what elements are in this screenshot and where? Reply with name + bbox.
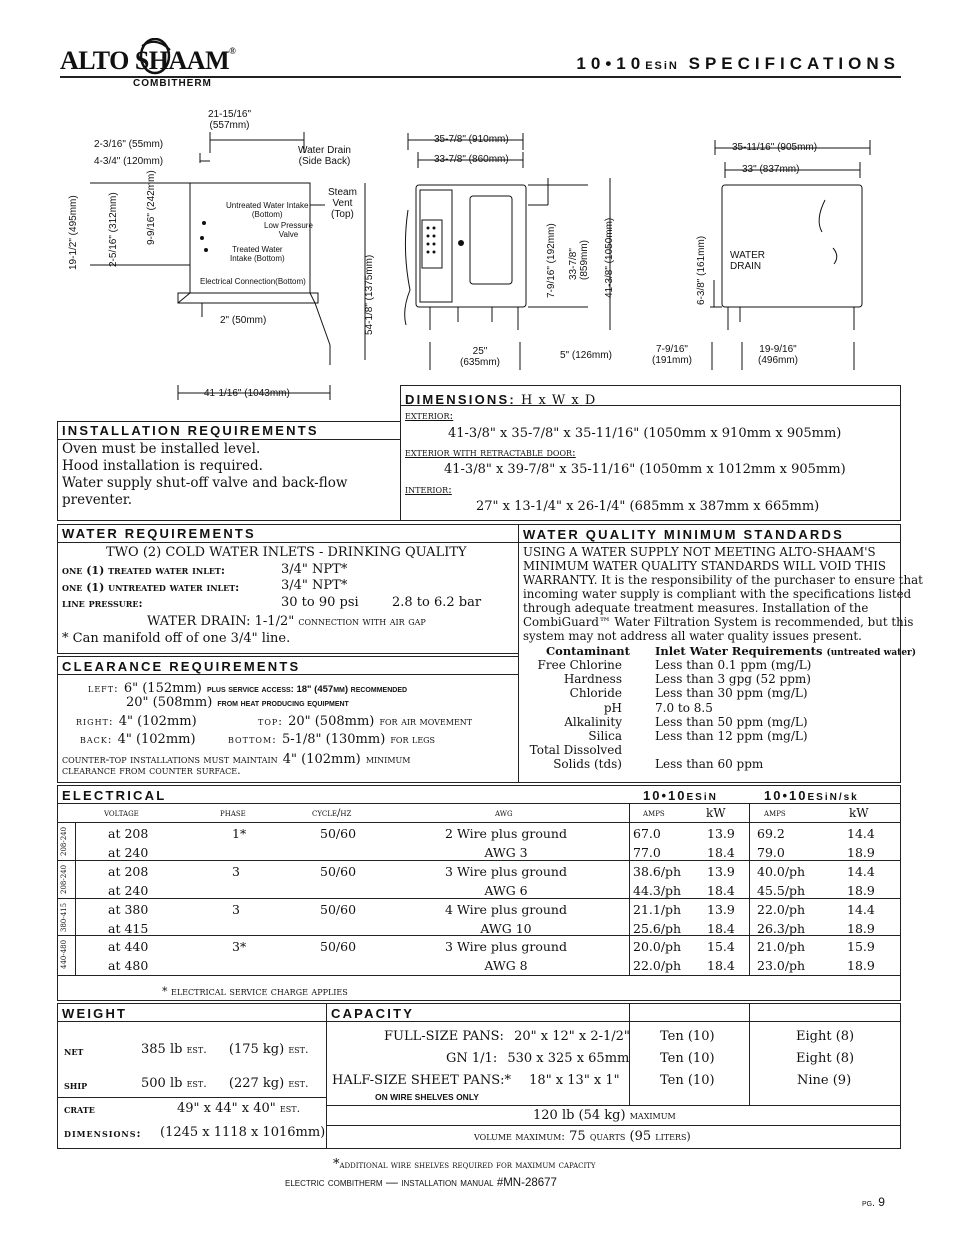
clearance-top-value: 20" (508mm) <box>288 714 375 729</box>
water-r1-value: 3/4" NPT* <box>281 562 348 577</box>
clearance-right-value: 4" (102mm) <box>118 714 197 729</box>
quality-requirement: Less than 50 ppm (mg/L) <box>655 714 808 729</box>
weight-net-lb: 385 lb <box>141 1042 183 1057</box>
quality-line: CombiGuard™ Water Filtration System is recommended, but this <box>523 615 914 629</box>
weight-ship-value <box>141 1076 308 1091</box>
side-depth: 41-1/16" (1043mm) <box>204 388 290 399</box>
capacity-r2-a: Ten (10) <box>660 1051 715 1066</box>
cell-amps-sk: 21.0/ph <box>757 939 806 954</box>
capacity-r1-a: Ten (10) <box>660 1029 715 1044</box>
water-r3-value: 30 to 90 psi <box>281 595 359 610</box>
capacity-r3-label: HALF-SIZE SHEET PANS:* <box>332 1073 512 1088</box>
weight-ship-kg: (227 kg) <box>228 1076 285 1091</box>
cell-amps: 77.0 <box>633 844 661 860</box>
capacity-divider <box>749 1003 750 1105</box>
front-w2: 33-7/8" (860mm) <box>434 154 509 165</box>
water-sub: TWO (2) COLD WATER INLETS - DRINKING QUALITY <box>106 545 467 560</box>
col-phase: phase <box>220 808 246 819</box>
capacity-r3-note: ON WIRE SHELVES ONLY <box>375 1092 479 1102</box>
page-number-label: pg. <box>862 1198 875 1209</box>
clearance-left2-value: 20" (508mm) <box>126 695 213 710</box>
ext-label: exterior: <box>405 409 454 422</box>
quality-line: incoming water supply is compliant with the specifications listed <box>523 587 912 601</box>
cell-amps: 44.3/ph <box>633 882 682 898</box>
cell-amps: 38.6/ph <box>633 864 682 879</box>
cell-awg: AWG 10 <box>480 920 532 936</box>
cell-amps: 22.0/ph <box>633 957 682 973</box>
quality-contaminant: Solids (tds) <box>553 757 622 772</box>
voltage-group-tag: 440-480 <box>60 939 68 969</box>
electrical-note-text: * electrical service charge applies <box>162 985 348 998</box>
electrical-heading: ELECTRICAL <box>62 788 167 803</box>
voltage-group-tag: 380-415 <box>60 902 68 932</box>
electrical-model1-num: 10•10 <box>643 788 687 803</box>
capacity-r3-b: Nine (9) <box>797 1073 852 1088</box>
cell-amps-sk: 40.0/ph <box>757 864 806 879</box>
electrical-model2-suffix: ESiN/sk <box>807 792 859 803</box>
cell-awg: 3 Wire plus ground <box>445 939 567 954</box>
quality-requirement: Less than 12 ppm (mg/L) <box>655 729 808 744</box>
rear-b1: 7-9/16" (191mm) <box>652 344 693 366</box>
capacity-rule <box>326 1105 901 1106</box>
cell-voltage: at 240 <box>108 882 149 898</box>
cell-voltage: at 415 <box>108 920 149 936</box>
page-number <box>862 1195 885 1209</box>
cell-awg: AWG 3 <box>484 844 528 860</box>
capacity-heading: CAPACITY <box>331 1006 415 1021</box>
clearance-back-label: back: <box>80 733 113 746</box>
rear-w2: 33" (837mm) <box>742 164 800 175</box>
capacity-r3-size: 18" x 13" x 1" <box>529 1073 620 1088</box>
cell-voltage: at 208 <box>108 826 149 841</box>
water-r1-label: one (1) treated water inlet: <box>62 564 225 577</box>
water-drain <box>147 614 426 629</box>
weight-dims-value: (1245 x 1118 x 1016mm) <box>160 1125 326 1140</box>
cell-kw-sk: 14.4 <box>847 864 875 879</box>
title-model: 10•10 <box>576 54 646 73</box>
clearance-rule <box>57 674 519 675</box>
front-v1: 7-9/16" (192mm) <box>546 223 557 298</box>
weight-ship-label: ship <box>64 1079 88 1092</box>
brand-name <box>60 46 235 76</box>
installation-line: preventer. <box>62 492 133 508</box>
quality-requirements <box>655 658 811 772</box>
electrical-note <box>162 980 348 999</box>
side-h2: 2-5/16" (312mm) <box>108 192 119 267</box>
cell-amps-sk: 26.3/ph <box>757 920 806 936</box>
quality-contaminant: Alkalinity <box>564 714 622 729</box>
capacity-r1-size: 20" x 12" x 2-1/2" <box>514 1029 630 1044</box>
clearance-bottom-note: for legs <box>390 733 436 746</box>
electrical-tag-divider <box>75 822 76 975</box>
title-suffix: ESiN <box>645 60 679 72</box>
side-lp: Low Pressure Valve <box>264 221 313 239</box>
capacity-rule <box>326 1125 901 1126</box>
quality-col1: Contaminant <box>546 644 630 658</box>
col-amps: amps <box>643 808 665 819</box>
dimensions-heading <box>405 389 596 408</box>
water-r3-value2: 2.8 to 6.2 bar <box>392 595 482 610</box>
installation-lines <box>62 441 347 509</box>
installation-heading: INSTALLATION REQUIREMENTS <box>62 423 319 438</box>
capacity-vol-liters: liters) <box>655 1130 691 1143</box>
cell-amps-sk: 69.2 <box>757 826 785 841</box>
footer-manual-text: electric combitherm — installation manual <box>285 1175 494 1189</box>
water-note: * Can manifold off of one 3/4" line. <box>62 631 291 646</box>
cell-awg: 4 Wire plus ground <box>445 902 567 917</box>
capacity-vol-liters-value: (95 <box>629 1129 652 1144</box>
weight-net-est2: est. <box>288 1043 309 1056</box>
electrical-rule <box>57 803 901 804</box>
weight-ship-est2: est. <box>288 1077 309 1090</box>
quality-line: WARRANTY. It is the responsibility of the purchaser to ensure that <box>523 573 923 587</box>
col-kw: kW <box>706 806 726 820</box>
clearance-counter-value: 4" (102mm) <box>282 752 361 767</box>
water-drain-note: connection with air gap <box>298 615 426 628</box>
weight-crate-label: crate <box>64 1103 95 1116</box>
electrical-divider <box>629 803 630 976</box>
electrical-group-rule <box>57 975 901 976</box>
side-h1: 19-1/2" (495mm) <box>68 195 79 270</box>
capacity-r2-size: 530 x 325 x 65mm <box>507 1051 630 1066</box>
ext-value: 41-3/8" x 35-7/8" x 35-11/16" (1050mm x 910mm x 905mm) <box>448 426 842 441</box>
clearance-right <box>76 710 197 729</box>
brand-name-text: ALTO SHAAM <box>60 46 230 75</box>
cell-amps: 67.0 <box>633 826 661 841</box>
side-steam: Steam Vent (Top) <box>328 187 357 220</box>
rear-w1: 35-11/16" (905mm) <box>732 142 818 153</box>
col-kw2: kW <box>849 806 869 820</box>
cell-cycle: 50/60 <box>320 864 357 879</box>
quality-line: through adequate treatment measures. Installation of the <box>523 601 869 615</box>
clearance-top-note: for air movement <box>379 715 473 728</box>
installation-line: Water supply shut-off valve and back-flow <box>62 475 348 491</box>
capacity-max-value: 120 lb (54 kg) <box>533 1108 626 1123</box>
cell-cycle: 50/60 <box>320 826 357 841</box>
weight-net-value <box>141 1042 308 1057</box>
side-tw: Treated Water Intake (Bottom) <box>230 245 285 263</box>
weight-ship-lb: 500 lb <box>141 1076 183 1091</box>
cell-kw-sk: 18.9 <box>847 844 875 860</box>
installation-rule <box>57 439 401 440</box>
side-ui: Untreated Water Intake (Bottom) <box>226 201 309 219</box>
cell-voltage: at 480 <box>108 957 149 973</box>
quality-requirement: Less than 60 ppm <box>655 757 764 772</box>
col-voltage: voltage <box>104 808 139 819</box>
cell-awg: 2 Wire plus ground <box>445 826 567 841</box>
front-w1: 35-7/8" (910mm) <box>434 134 509 145</box>
cell-voltage: at 208 <box>108 864 149 879</box>
capacity-r2-label: GN 1/1: <box>446 1051 498 1066</box>
quality-contaminant: Total Dissolved <box>529 743 622 758</box>
page-title <box>576 54 900 74</box>
clearance-heading: CLEARANCE REQUIREMENTS <box>62 659 301 674</box>
cell-amps-sk: 22.0/ph <box>757 902 806 917</box>
rear-drain: WATER DRAIN <box>730 250 765 272</box>
clearance-counter3: clearance from counter surface. <box>62 764 241 777</box>
cell-voltage: at 440 <box>108 939 149 954</box>
cell-awg: 3 Wire plus ground <box>445 864 567 879</box>
water-drain-value: 1-1/2" <box>254 614 295 629</box>
electrical-model2 <box>764 788 859 803</box>
quality-line: USING A WATER SUPPLY NOT MEETING ALTO-SHAAM'S <box>523 545 876 559</box>
clearance-left-label: left: <box>88 682 119 695</box>
quality-para <box>523 545 923 643</box>
clearance-left2 <box>126 691 349 710</box>
cell-awg: AWG 8 <box>484 957 528 973</box>
rear-view-drawing <box>640 130 902 380</box>
rear-b2: 19-9/16" (496mm) <box>758 344 799 366</box>
cell-kw: 15.4 <box>707 939 735 954</box>
side-foot: 2" (50mm) <box>220 315 267 326</box>
cell-kw-sk: 18.9 <box>847 957 875 973</box>
water-r2-value: 3/4" NPT* <box>281 578 348 593</box>
electrical-model1 <box>643 788 718 803</box>
quality-contaminant: pH <box>603 700 622 715</box>
capacity-vol-quarts: quarts <box>589 1130 626 1143</box>
front-b2: 5" (126mm) <box>560 350 612 361</box>
front-v3: 41-3/8" (1050mm) <box>604 217 615 298</box>
footer-manual-number: #MN-28677 <box>496 1177 557 1189</box>
quality-contaminant: Silica <box>588 729 622 744</box>
quality-heading: WATER QUALITY MINIMUM STANDARDS <box>523 527 844 542</box>
footer-note-text: additional wire shelves required for maximum capacity <box>339 1160 596 1171</box>
rear-v1: 6-3/8" (161mm) <box>696 235 707 305</box>
weight-net-est: est. <box>186 1043 207 1056</box>
footer-manual <box>285 1175 557 1189</box>
dimensions-title: DIMENSIONS: <box>405 392 516 407</box>
cell-amps: 20.0/ph <box>633 939 682 954</box>
capacity-vol-value: 75 <box>569 1129 586 1144</box>
capacity-max <box>533 1108 676 1123</box>
clearance-left-note: plus service access: 18" (457mm) recommended <box>206 684 408 695</box>
clearance-top <box>258 710 472 729</box>
quality-requirement: Less than 0.1 ppm (mg/L) <box>655 658 812 672</box>
electrical-model2-num: 10•10 <box>764 788 808 803</box>
cell-phase: 3 <box>232 864 240 879</box>
electrical-model1-suffix: ESiN <box>686 792 718 803</box>
capacity-r1 <box>384 1029 630 1044</box>
cell-voltage: at 380 <box>108 902 149 917</box>
col-amps2: amps <box>764 808 786 819</box>
footer-note-star: * <box>333 1157 340 1172</box>
quality-line: MINIMUM WATER QUALITY STANDARDS WILL VOID THIS <box>523 559 887 573</box>
electrical-col-rule <box>57 822 901 823</box>
side-view-drawing <box>60 105 390 405</box>
cell-awg: AWG 6 <box>484 882 528 898</box>
cell-cycle: 50/60 <box>320 939 357 954</box>
electrical-group-rule <box>57 898 901 899</box>
voltage-group-tag: 208-240 <box>60 864 68 894</box>
capacity-vol <box>474 1129 691 1144</box>
cell-kw: 13.9 <box>707 826 735 841</box>
clearance-counter-text: counter-top installations must maintain <box>62 753 278 766</box>
clearance-bottom-value: 5-1/8" (130mm) <box>281 732 386 747</box>
clearance-bottom-label: bottom: <box>228 733 277 746</box>
weight-net-kg: (175 kg) <box>228 1042 285 1057</box>
registered-mark: ® <box>229 46 236 56</box>
side-drain: Water Drain (Side Back) <box>298 145 351 167</box>
quality-rule <box>518 542 901 543</box>
header-rule <box>60 76 901 78</box>
quality-requirement <box>655 743 811 757</box>
cell-kw-sk: 14.4 <box>847 902 875 917</box>
quality-contaminant: Hardness <box>563 672 622 687</box>
clearance-back-value: 4" (102mm) <box>117 732 196 747</box>
clearance-bottom <box>228 728 435 747</box>
quality-requirement: Less than 30 ppm (mg/L) <box>655 686 808 701</box>
col-awg: awg <box>495 808 513 819</box>
cell-kw-sk: 18.9 <box>847 920 875 936</box>
weight-dims-label: dimensions: <box>64 1127 142 1140</box>
clearance-right-label: right: <box>76 715 114 728</box>
weight-crate-est: est. <box>279 1102 301 1115</box>
cell-kw: 13.9 <box>707 902 735 917</box>
quality-requirement: 7.0 to 8.5 <box>655 700 713 715</box>
cell-kw-sk: 15.9 <box>847 939 875 954</box>
cell-kw: 18.4 <box>707 920 735 936</box>
clearance-top-label: top: <box>258 715 283 728</box>
capacity-vol-label: volume maximum: <box>474 1130 565 1143</box>
cell-amps: 21.1/ph <box>633 902 682 917</box>
footer-note <box>333 1153 596 1172</box>
cell-kw-sk: 18.9 <box>847 882 875 898</box>
col-cycle: cycle/hz <box>312 808 352 819</box>
capacity-r3-a: Ten (10) <box>660 1073 715 1088</box>
int-value: 27" x 13-1/4" x 26-1/4" (685mm x 387mm x 665mm) <box>476 499 820 514</box>
water-drain-label: WATER DRAIN: <box>147 614 251 629</box>
quality-contaminants <box>520 658 622 772</box>
weight-rule <box>57 1097 327 1098</box>
weight-net-label: net <box>64 1045 84 1058</box>
cell-amps-sk: 23.0/ph <box>757 957 806 973</box>
cell-phase: 1* <box>232 826 247 841</box>
capacity-r1-label: FULL-SIZE PANS: <box>384 1029 504 1044</box>
installation-line: Oven must be installed level. <box>62 441 261 457</box>
capacity-r1-b: Eight (8) <box>796 1029 855 1044</box>
capacity-r3 <box>332 1073 620 1088</box>
electrical-group-rule <box>57 860 901 861</box>
capacity-max-note: maximum <box>629 1109 676 1122</box>
weight-crate-value <box>177 1101 300 1116</box>
cell-kw: 18.4 <box>707 957 735 973</box>
installation-line: Hood installation is required. <box>62 458 263 474</box>
quality-col2-label: Inlet Water Requirements <box>655 644 823 658</box>
clearance-counter-text2: minimum <box>365 753 411 766</box>
cell-kw: 18.4 <box>707 882 735 898</box>
page-number-value: 9 <box>878 1195 885 1209</box>
side-h3: 9-9/16" (242mm) <box>146 170 157 245</box>
electrical-divider <box>749 803 750 976</box>
cell-amps: 25.6/ph <box>633 920 682 936</box>
front-b1: 25" (635mm) <box>460 346 501 368</box>
cell-kw: 18.4 <box>707 844 735 860</box>
clearance-left-value: 6" (152mm) <box>123 681 202 696</box>
cell-phase: 3 <box>232 902 240 917</box>
water-rule <box>57 542 519 543</box>
capacity-rule <box>326 1021 901 1022</box>
door-value: 41-3/8" x 39-7/8" x 35-11/16" (1050mm x 1012mm x 905mm) <box>444 462 846 477</box>
front-view-icon <box>398 130 628 380</box>
dimensions-hwd: H x W x D <box>520 393 597 408</box>
door-label: exterior with retractable door: <box>405 446 576 459</box>
voltage-group-tag: 208-240 <box>60 826 68 856</box>
side-a: 2-3/16" (55mm) <box>94 139 164 150</box>
capacity-r2 <box>446 1051 629 1066</box>
side-w1: 21-15/16" (557mm) <box>208 109 252 131</box>
quality-col2-note: (untreated water) <box>826 648 917 658</box>
cell-cycle: 50/60 <box>320 902 357 917</box>
cell-voltage: at 240 <box>108 844 149 860</box>
title-word: SPECIFICATIONS <box>688 54 900 73</box>
quality-contaminant: Free Chlorine <box>537 658 622 672</box>
cell-phase: 3* <box>232 939 247 954</box>
quality-line: system may not address all water quality issues present. <box>523 629 862 643</box>
quality-contaminant: Chloride <box>569 686 622 701</box>
cell-amps-sk: 45.5/ph <box>757 882 806 898</box>
quality-requirement: Less than 3 gpg (52 ppm) <box>655 672 811 687</box>
water-r2-label: one (1) untreated water inlet: <box>62 581 240 594</box>
front-view-drawing <box>398 130 628 380</box>
clearance-left2-note: from heat producing equipment <box>217 698 349 709</box>
front-v2: 33-7/8" (859mm) <box>568 239 590 280</box>
weight-heading: WEIGHT <box>62 1006 128 1021</box>
water-heading: WATER REQUIREMENTS <box>62 526 256 541</box>
capacity-r2-b: Eight (8) <box>796 1051 855 1066</box>
weight-ship-est: est. <box>186 1077 207 1090</box>
weight-rule <box>57 1021 327 1022</box>
water-r3-label: line pressure: <box>62 597 143 610</box>
quality-col2 <box>655 644 916 658</box>
cell-kw-sk: 14.4 <box>847 826 875 841</box>
int-label: interior: <box>405 483 452 496</box>
side-b: 4-3/4" (120mm) <box>94 156 164 167</box>
cell-amps-sk: 79.0 <box>757 844 785 860</box>
side-ec: Electrical Connection(Bottom) <box>200 277 306 286</box>
side-h4: 54-1/8" (1375mm) <box>364 254 375 335</box>
cell-kw: 13.9 <box>707 864 735 879</box>
clearance-back <box>80 728 196 747</box>
weight-crate-dims: 49" x 44" x 40" <box>177 1101 276 1116</box>
brand-sub: COMBITHERM <box>133 78 212 89</box>
